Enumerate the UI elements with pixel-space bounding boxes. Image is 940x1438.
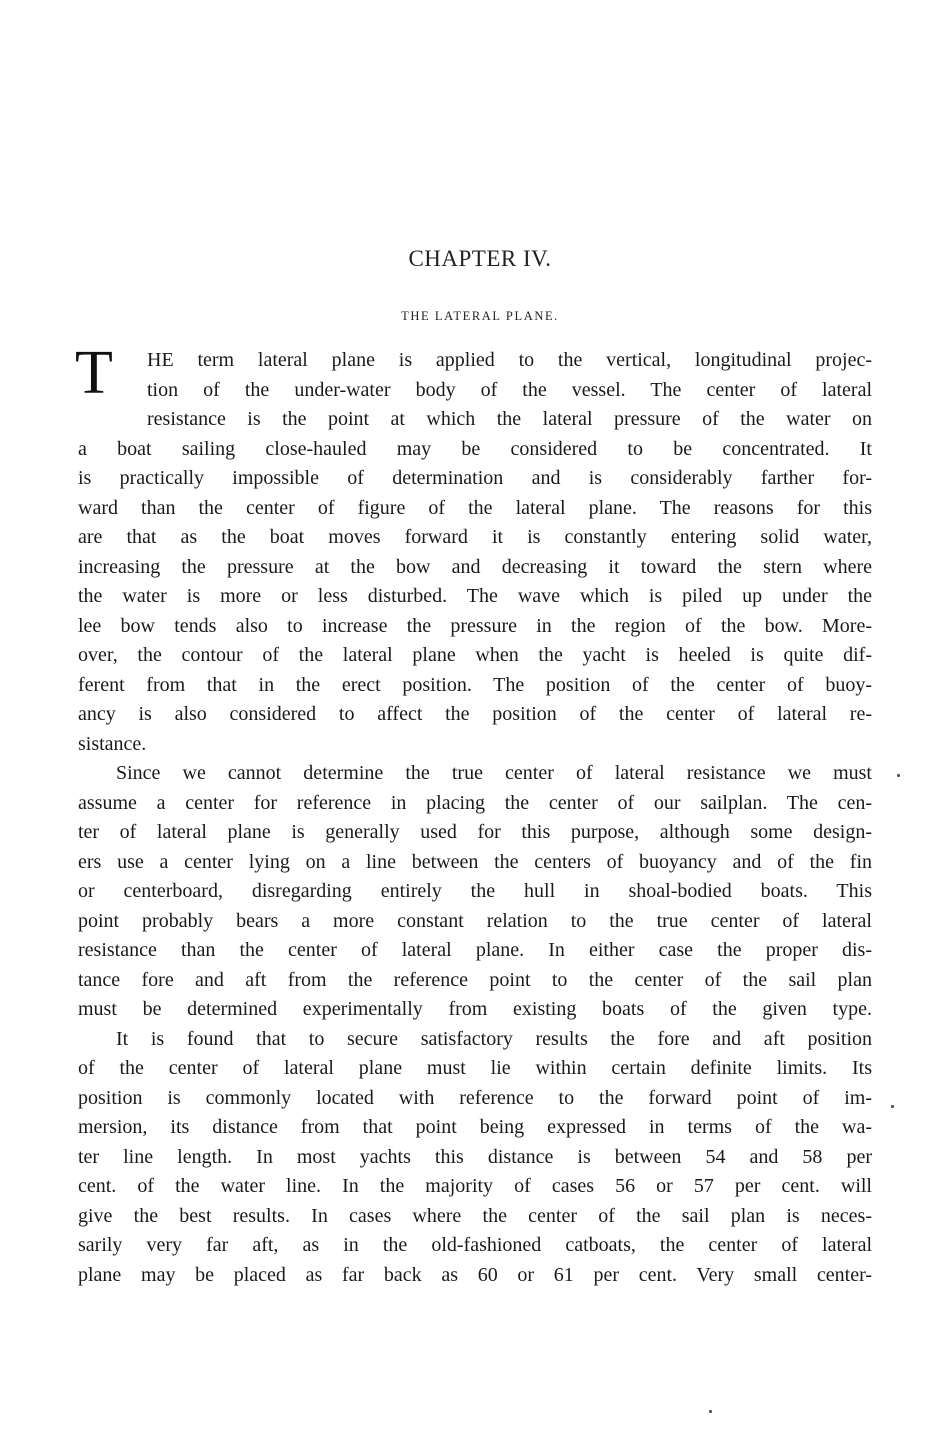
text-line: tance fore and aft from the reference point to the center of the sail plan — [78, 968, 872, 991]
text-line: It is found that to secure satisfactory results the fore and aft position — [116, 1027, 872, 1050]
text-line: or centerboard, disregarding entirely the hull in shoal-bodied boats. This — [78, 880, 872, 902]
text-line: ferent from that in the erect position. The position of the center of buoy- — [78, 673, 872, 696]
text-line: assume a center for reference in placing the center of our sailplan. The cen- — [78, 791, 872, 814]
text-line: Since we cannot determine the true center of lateral resistance we must — [116, 762, 872, 784]
text-line: a boat sailing close-hauled may be considered to be concentrated. It — [78, 437, 872, 460]
text-line: position is commonly located with reference to the forward point of im- — [78, 1086, 872, 1109]
text-line: point probably bears a more constant relation to the true center of lateral — [78, 909, 872, 932]
scan-speck — [891, 1105, 894, 1108]
chapter-title: CHAPTER IV. — [408, 246, 552, 271]
text-line: resistance is the point at which the lateral pressure of the water on — [147, 408, 872, 430]
scan-speck — [709, 1410, 712, 1413]
text-line: ward than the center of figure of the lateral plane. The reasons for this — [78, 496, 872, 519]
text-line: ers use a center lying on a line between the centers of buoyancy and of the fin — [78, 850, 872, 873]
text-line: increasing the pressure at the bow and decreasing it toward the stern where — [78, 555, 872, 578]
text-line: mersion, its distance from that point being expressed in terms of the wa- — [78, 1116, 872, 1138]
text-line: over, the contour of the lateral plane when the yacht is heeled is quite dif- — [78, 644, 872, 666]
text-line: give the best results. In cases where the center of the sail plan is neces- — [78, 1204, 872, 1227]
text-line: ter line length. In most yachts this distance is between 54 and 58 per — [78, 1145, 872, 1168]
text-line: tion of the under-water body of the vessel. The center of lateral — [147, 378, 872, 401]
drop-cap: T — [75, 339, 113, 407]
text-line: must be determined experimentally from existing boats of the given type. — [78, 998, 872, 1020]
text-line: cent. of the water line. In the majority of cases 56 or 57 per cent. will — [78, 1175, 872, 1197]
text-line: sarily very far aft, as in the old-fashioned catboats, the center of lateral — [78, 1234, 872, 1256]
text-line: ancy is also considered to affect the position of the center of lateral re- — [78, 703, 872, 725]
text-line: of the center of lateral plane must lie within certain definite limits. Its — [78, 1057, 872, 1079]
text-line: is practically impossible of determination and is considerably farther for- — [78, 467, 872, 489]
text-line: are that as the boat moves forward it is constantly entering solid water, — [78, 526, 872, 548]
text-line: plane may be placed as far back as 60 or 61 per cent. Very small center- — [78, 1263, 872, 1286]
text-line: ter of lateral plane is generally used for this purpose, although some design- — [78, 821, 872, 843]
text-line: sistance. — [78, 732, 147, 755]
section-title: THE LATERAL PLANE. — [401, 309, 559, 323]
text-line: resistance than the center of lateral plane. In either case the proper dis- — [78, 939, 872, 961]
text-line: the water is more or less disturbed. The wave which is piled up under the — [78, 585, 872, 607]
text-line: lee bow tends also to increase the pressure in the region of the bow. More- — [78, 614, 872, 637]
text-line: HE term lateral plane is applied to the vertical, longitudinal projec- — [147, 349, 872, 371]
scan-speck — [897, 774, 900, 777]
